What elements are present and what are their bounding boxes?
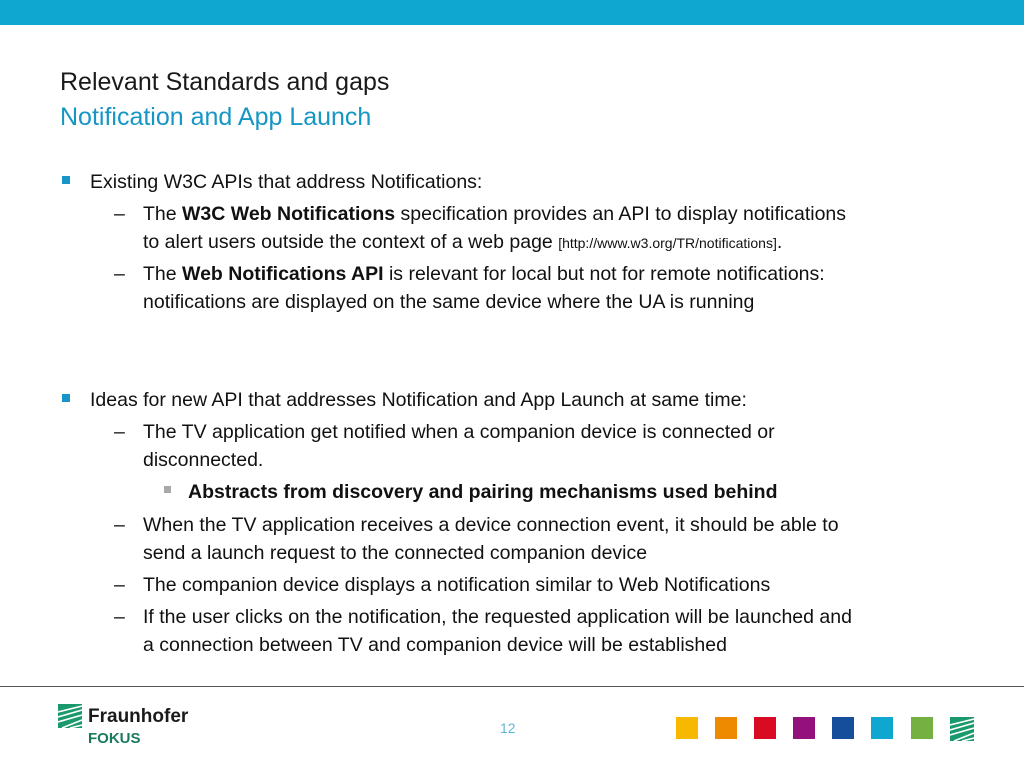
slide-title: Relevant Standards and gaps <box>60 68 390 96</box>
subbullet-line: disconnected. <box>143 449 264 471</box>
text-end: . <box>776 231 783 253</box>
dash-bullet-icon: – <box>114 606 125 628</box>
subbullet-line <box>143 260 993 288</box>
subbullet-line <box>143 200 993 228</box>
color-swatch <box>871 717 893 739</box>
dash-bullet-icon: – <box>114 203 125 225</box>
subbullet-line <box>143 228 993 257</box>
text-line2: notifications are displayed on the same device where the UA is running <box>143 291 755 313</box>
subbullet-w3c-web-notifications <box>114 200 993 257</box>
subbullet-line <box>143 288 993 316</box>
text-line2: to alert users outside the context of a web page <box>143 231 559 253</box>
dash-bullet-icon: – <box>114 514 125 536</box>
subsubbullet-abstracts <box>188 478 778 506</box>
page-number: 12 <box>500 720 516 736</box>
subbullet-line: a connection between TV and companion device will be established <box>143 634 727 656</box>
subbullet-line: send a launch request to the connected companion device <box>143 542 648 564</box>
subbullet-tv-notified <box>114 418 993 474</box>
logo-sub: FOKUS <box>88 730 141 747</box>
logo-name: Fraunhofer <box>88 706 189 727</box>
subbullet-web-notifications-api <box>114 260 993 316</box>
dash-bullet-icon: – <box>114 263 125 285</box>
text-rest: is relevant for local but not for remote notifications: <box>383 263 825 285</box>
subbullet-connection-event <box>114 511 993 567</box>
square-bullet-icon <box>62 394 70 402</box>
bullet-text: Ideas for new API that addresses Notification and App Launch at same time: <box>90 389 747 411</box>
color-swatch <box>793 717 815 739</box>
subbullet-line: The companion device displays a notification similar to Web Notifications <box>143 574 771 596</box>
subbullet-companion-displays <box>114 571 993 599</box>
bullet-text: Existing W3C APIs that address Notifications: <box>90 171 483 193</box>
fraunhofer-mark-icon <box>58 704 82 728</box>
dash-bullet-icon: – <box>114 421 125 443</box>
square-bullet-icon <box>62 176 70 184</box>
bullet-existing-apis <box>90 168 990 196</box>
text-rest: specification provides an API to display notifications <box>395 203 847 225</box>
color-swatch <box>911 717 933 739</box>
fraunhofer-logo <box>58 704 208 750</box>
subbullet-line: When the TV application receives a device connection event, it should be able to <box>143 514 839 536</box>
color-swatch <box>754 717 776 739</box>
spec-link[interactable]: [http://www.w3.org/TR/notifications] <box>558 235 777 251</box>
text-lead: The <box>143 263 183 285</box>
color-swatch <box>676 717 698 739</box>
dash-bullet-icon: – <box>114 574 125 596</box>
fraunhofer-mark-icon <box>950 717 974 741</box>
subbullet-line: If the user clicks on the notification, the requested application will be launched and <box>143 606 852 628</box>
text-bold: Web Notifications API <box>182 263 384 285</box>
text-bold: W3C Web Notifications <box>182 203 396 225</box>
subbullet-line: The TV application get notified when a companion device is connected or <box>143 421 775 443</box>
bullet-new-api-ideas <box>90 386 990 414</box>
subbullet-user-clicks <box>114 603 993 659</box>
square-bullet-icon <box>164 486 171 493</box>
bullet-text: Abstracts from discovery and pairing mechanisms used behind <box>188 481 778 503</box>
text-lead: The <box>143 203 183 225</box>
color-swatch <box>715 717 737 739</box>
footer-divider <box>0 686 1024 687</box>
color-swatch <box>832 717 854 739</box>
slide-subtitle: Notification and App Launch <box>60 103 372 131</box>
